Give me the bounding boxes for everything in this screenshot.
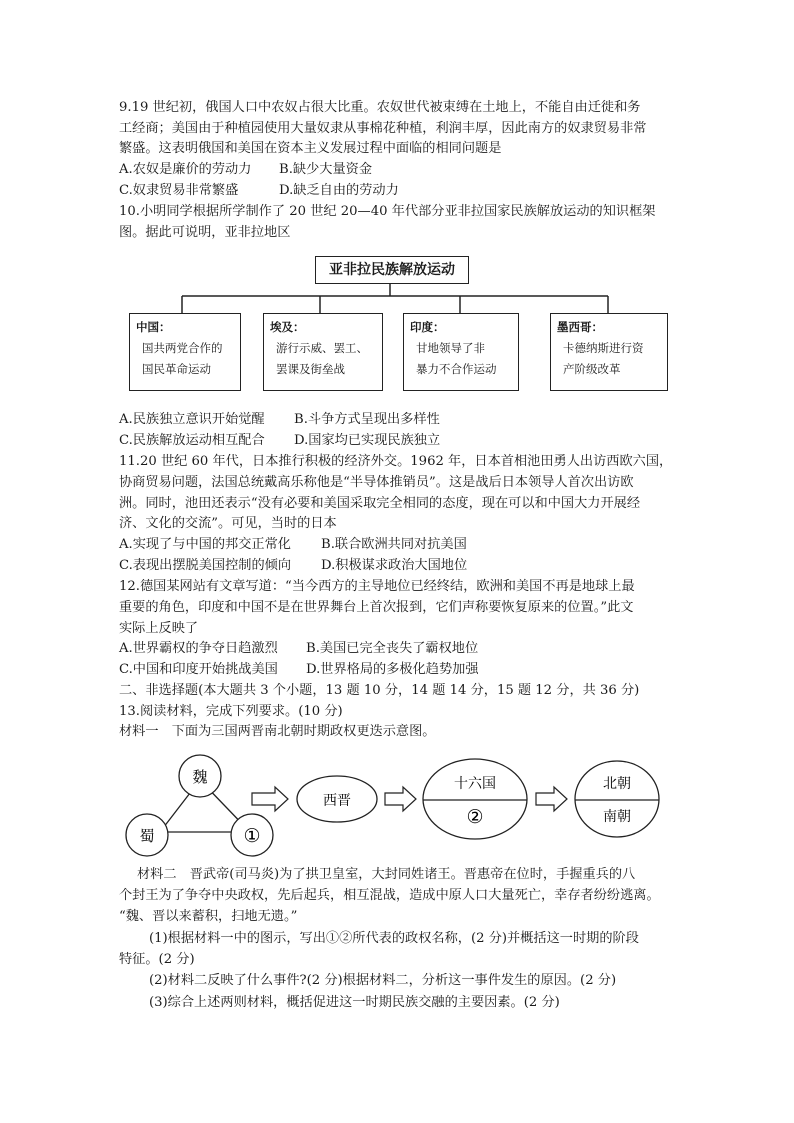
q11-line-4: 济、文化的交流”。可见，当时的日本	[119, 516, 337, 531]
q9-line-3: 繁盛。这表明俄国和美国在资本主义发展过程中面临的相同问题是	[119, 141, 502, 156]
beichao-label: 北朝	[603, 776, 631, 792]
q12-line-2: 重要的角色，印度和中国不是在世界舞台上首次报到，它们声称要恢复原来的位置。”此文	[119, 600, 634, 615]
card-mexico-head: 墨西哥：	[557, 320, 603, 334]
q13-material-1: 材料一 下面为三国两晋南北朝时期政权更迭示意图。	[119, 724, 436, 739]
diagram-title: 亚非拉民族解放运动	[315, 256, 469, 284]
arrow-icon	[536, 787, 567, 811]
card-china-line-2: 国民革命运动	[142, 362, 211, 376]
q12-line-1: 12.德国某网站有文章写道：“当今西方的主导地位已经终结，欧洲和美国不再是地球上最	[119, 579, 635, 594]
q10-line-1: 10.小明同学根据所学制作了 20 世纪 20—40 年代部分亚非拉国家民族解放运动的知识框架	[119, 204, 656, 219]
card-china	[129, 313, 241, 391]
section-2-heading: 二、非选择题(本大题共 3 个小题，13 题 10 分，14 题 14 分，15 题 12 分，共 36 分)	[119, 683, 640, 698]
q13-material-2-line-3: “魏、晋以来蓄积，扫地无遗。”	[119, 909, 298, 924]
shu-label: 蜀	[139, 827, 155, 845]
beinanchao-ellipse	[575, 761, 659, 837]
card-mexico	[550, 313, 668, 391]
q9-option-d: D.缺乏自由的劳动力	[279, 183, 399, 198]
dynasty-diagram	[115, 748, 675, 860]
card-india	[403, 313, 519, 391]
card-india-head: 印度：	[410, 320, 445, 334]
card-mexico-line-1: 卡德纳斯进行资	[563, 341, 644, 355]
q12-option-a: A.世界霸权的争夺日趋激烈	[119, 641, 278, 656]
q11-option-d: D.积极谋求政治大国地位	[321, 558, 468, 573]
q10-line-2: 图。据此可说明，亚非拉地区	[119, 225, 291, 240]
q13-title: 13.阅读材料，完成下列要求。(10 分)	[119, 704, 343, 719]
xijin-label: 西晋	[323, 793, 351, 809]
card-egypt	[263, 313, 383, 391]
q11-option-c: C.表现出摆脱美国控制的倾向	[119, 558, 292, 573]
q12-option-b: B.美国已完全丧失了霸权地位	[306, 641, 479, 656]
q10-option-a: A.民族独立意识开始觉醒	[119, 412, 265, 427]
q11-line-1: 11.20 世纪 60 年代，日本推行积极的经济外交。1962 年，日本首相池田勇人出访西欧六国，	[119, 454, 673, 469]
q11-option-a: A.实现了与中国的邦交正常化	[119, 537, 291, 552]
q10-option-b: B.斗争方式呈现出多样性	[294, 412, 440, 427]
shiliuguo-label: 十六国	[454, 776, 496, 792]
card-mexico-line-2: 产阶级改革	[563, 362, 621, 376]
q10-option-c: C.民族解放运动相互配合	[119, 433, 265, 448]
card-egypt-head: 埃及：	[270, 320, 305, 334]
q9-option-a: A.农奴是廉价的劳动力	[119, 162, 252, 177]
q12-line-3: 实际上反映了	[119, 621, 199, 636]
nanchao-label: 南朝	[603, 809, 631, 825]
q13-material-2-line-2: 个封王为了争夺中央政权，先后起兵，相互混战，造成中原人口大量死亡，幸存者纷纷逃离。	[119, 888, 660, 903]
card-egypt-line-1: 游行示威、罢工、	[276, 341, 368, 355]
circle-1-label: ①	[243, 825, 261, 847]
q11-line-3: 洲。同时，池田还表示“没有必要和美国采取完全相同的态度，现在可以和中国大力开展经	[119, 496, 641, 511]
wei-label: 魏	[192, 768, 208, 786]
arrow-icon	[252, 787, 288, 811]
card-egypt-line-2: 罢课及街垒战	[276, 362, 345, 376]
q13-question-3: (3)综合上述两则材料，概括促进这一时期民族交融的主要因素。(2 分)	[149, 995, 560, 1010]
q9-option-b: B.缺少大量资金	[279, 162, 373, 177]
q13-question-1-cont: 特征。(2 分)	[119, 952, 195, 967]
q9-option-c: C.奴隶贸易非常繁盛	[119, 183, 239, 198]
q13-question-1: (1)根据材料一中的图示，写出①②所代表的政权名称，(2 分)并概括这一时期的阶段	[149, 931, 639, 946]
q12-option-c: C.中国和印度开始挑战美国	[119, 662, 278, 677]
q12-option-d: D.世界格局的多极化趋势加强	[306, 662, 479, 677]
q9-line-1: 9.19 世纪初，俄国人口中农奴占很大比重。农奴世代被束缚在土地上，不能自由迁徙和务	[119, 100, 641, 115]
card-india-line-2: 暴力不合作运动	[416, 362, 497, 376]
arrow-icon	[385, 787, 416, 811]
q11-option-b: B.联合欧洲共同对抗美国	[321, 537, 467, 552]
card-china-line-1: 国共两党合作的	[142, 341, 223, 355]
circle-2-label: ②	[466, 806, 484, 828]
q9-line-2: 工经商；美国由于种植园使用大量奴隶从事棉花种植，利润丰厚，因此南方的奴隶贸易非常	[119, 121, 647, 136]
card-china-head: 中国：	[136, 320, 171, 334]
q11-line-2: 协商贸易问题，法国总统戴高乐称他是“半导体推销员”。这是战后日本领导人首次出访欧	[119, 475, 634, 490]
q13-material-2-line-1: 材料二 晋武帝(司马炎)为了拱卫皇室，大封同姓诸王。晋惠帝在位时，手握重兵的八	[137, 867, 636, 882]
q13-question-2: (2)材料二反映了什么事件?(2 分)根据材料二，分析这一事件发生的原因。(2 分)	[149, 973, 617, 988]
card-india-line-1: 甘地领导了非	[416, 341, 485, 355]
q10-option-d: D.国家均已实现民族独立	[294, 433, 441, 448]
